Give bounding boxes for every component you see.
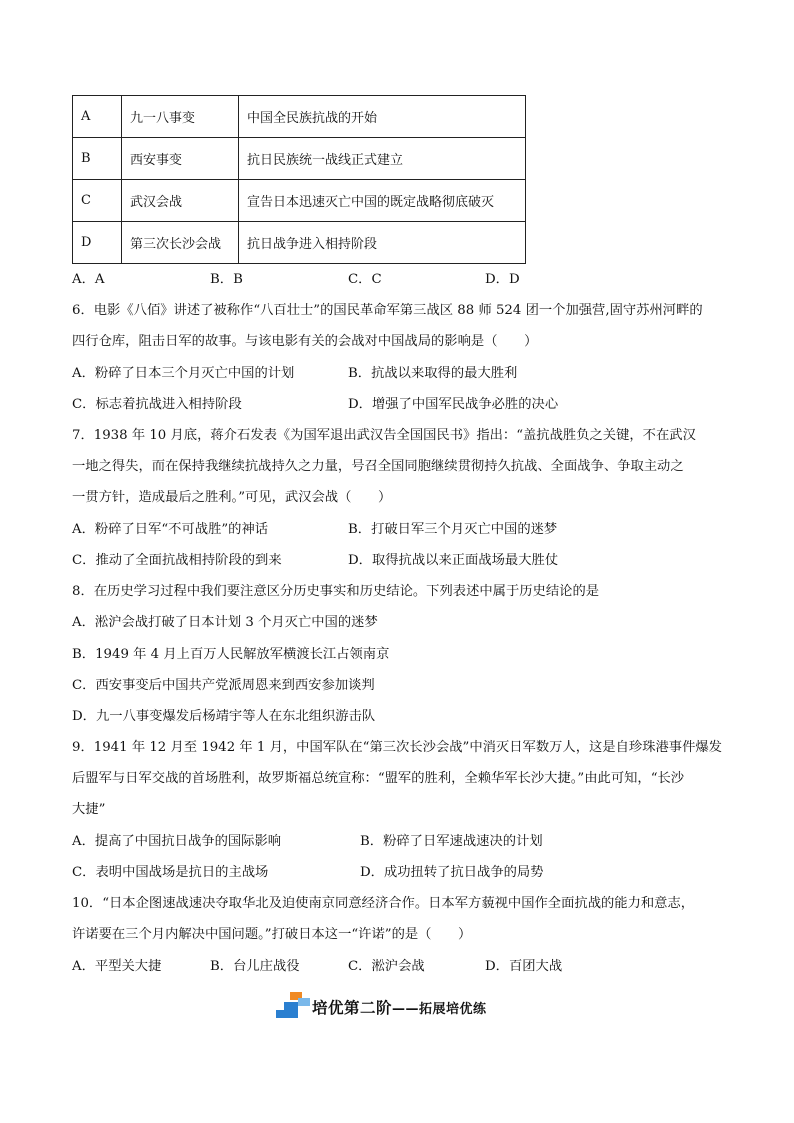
section-banner xyxy=(276,990,536,1020)
row-event: 九一八事变 xyxy=(122,96,239,138)
row-meaning: 宣告日本迅速灭亡中国的既定战略彻底破灭 xyxy=(239,180,526,222)
row-letter: C xyxy=(73,180,122,222)
row-letter: B xyxy=(73,138,122,180)
section-logo-icon xyxy=(276,992,310,1018)
q9-option-c: C．表明中国战场是抗日的主战场 xyxy=(72,865,269,880)
q10-option-a: A．平型关大捷 xyxy=(72,959,162,974)
q9-option-d: D．成功扭转了抗日战争的局势 xyxy=(360,865,544,880)
section-title-sub: ——拓展培优练 xyxy=(392,1002,487,1017)
q6-option-b: B．抗战以来取得的最大胜利 xyxy=(348,366,518,381)
q7-stem-line: 一贯方针，造成最后之胜利。”可见，武汉会战（ ） xyxy=(72,490,392,505)
section-title-main: 培优第二阶 xyxy=(312,999,393,1017)
row-event: 西安事变 xyxy=(122,138,239,180)
q5-option-a: A．A xyxy=(72,272,105,287)
q10-option-c: C．淞沪会战 xyxy=(348,959,425,974)
q6-option-a: A．粉碎了日本三个月灭亡中国的计划 xyxy=(72,366,295,381)
q8-option-d: D．九一八事变爆发后杨靖宇等人在东北组织游击队 xyxy=(72,709,376,724)
q5-option-b: B．B xyxy=(210,272,243,287)
row-meaning: 中国全民族抗战的开始 xyxy=(239,96,526,138)
row-meaning: 抗日战争进入相持阶段 xyxy=(239,222,526,264)
q7-option-d: D．取得抗战以来正面战场最大胜仗 xyxy=(348,553,559,568)
q6-option-d: D．增强了中国军民战争必胜的决心 xyxy=(348,397,559,412)
q9-stem-line: 大捷” xyxy=(72,802,106,817)
section-title xyxy=(312,996,487,1018)
q8-stem-line: 8．在历史学习过程中我们要注意区分历史事实和历史结论。下列表述中属于历史结论的是 xyxy=(72,584,600,599)
q10-stem-line: 许诺要在三个月内解决中国问题。”打破日本这一“许诺”的是（ ） xyxy=(72,927,472,942)
q6-stem-line: 6．电影《八佰》讲述了被称作“八百壮士”的国民革命军第三战区 88 师 524 团一个加强营,固守苏州河畔的 xyxy=(72,303,703,318)
q7-option-c: C．推动了全面抗战相持阶段的到来 xyxy=(72,553,282,568)
q8-option-a: A．淞沪会战打破了日本计划 3 个月灭亡中国的迷梦 xyxy=(72,615,378,630)
question-5-table xyxy=(72,95,526,264)
table-row xyxy=(73,138,526,180)
row-letter: A xyxy=(73,96,122,138)
row-meaning: 抗日民族统一战线正式建立 xyxy=(239,138,526,180)
table-row xyxy=(73,222,526,264)
q7-option-b: B．打破日军三个月灭亡中国的迷梦 xyxy=(348,522,558,537)
q5-option-d: D．D xyxy=(485,272,520,287)
q7-stem-line: 7．1938 年 10 月底，蒋介石发表《为国军退出武汉告全国国民书》指出：“盖抗战胜负之关键，不在武汉 xyxy=(72,428,696,443)
table-row xyxy=(73,96,526,138)
q10-stem-line: 10．“日本企图速战速决夺取华北及迫使南京同意经济合作。日本军方藐视中国作全面抗战的能力和意志， xyxy=(72,896,695,911)
q5-option-c: C．C xyxy=(348,272,382,287)
row-event: 第三次长沙会战 xyxy=(122,222,239,264)
q6-option-c: C．标志着抗战进入相持阶段 xyxy=(72,397,242,412)
q9-option-b: B．粉碎了日军速战速决的计划 xyxy=(360,834,543,849)
q7-option-a: A．粉碎了日军“不可战胜”的神话 xyxy=(72,522,269,537)
row-letter: D xyxy=(73,222,122,264)
q10-option-b: B．台儿庄战役 xyxy=(210,959,300,974)
q8-option-b: B．1949 年 4 月上百万人民解放军横渡长江占领南京 xyxy=(72,647,390,662)
q9-option-a: A．提高了中国抗日战争的国际影响 xyxy=(72,834,282,849)
q9-stem-line: 9．1941 年 12 月至 1942 年 1 月，中国军队在“第三次长沙会战”中消灭日军数万人，这是自珍珠港事件爆发 xyxy=(72,740,722,755)
q8-option-c: C．西安事变后中国共产党派周恩来到西安参加谈判 xyxy=(72,678,375,693)
table-row xyxy=(73,180,526,222)
q7-stem-line: 一地之得失，而在保持我继续抗战持久之力量，号召全国同胞继续贯彻持久抗战、全面战争、争取主动之 xyxy=(72,459,684,474)
q9-stem-line: 后盟军与日军交战的首场胜利，故罗斯福总统宣称：“盟军的胜利，全赖华军长沙大捷。”由此可知，“长沙 xyxy=(72,771,685,786)
q6-stem-line: 四行仓库，阻击日军的故事。与该电影有关的会战对中国战局的影响是（ ） xyxy=(72,334,538,349)
row-event: 武汉会战 xyxy=(122,180,239,222)
q10-option-d: D．百团大战 xyxy=(485,959,563,974)
